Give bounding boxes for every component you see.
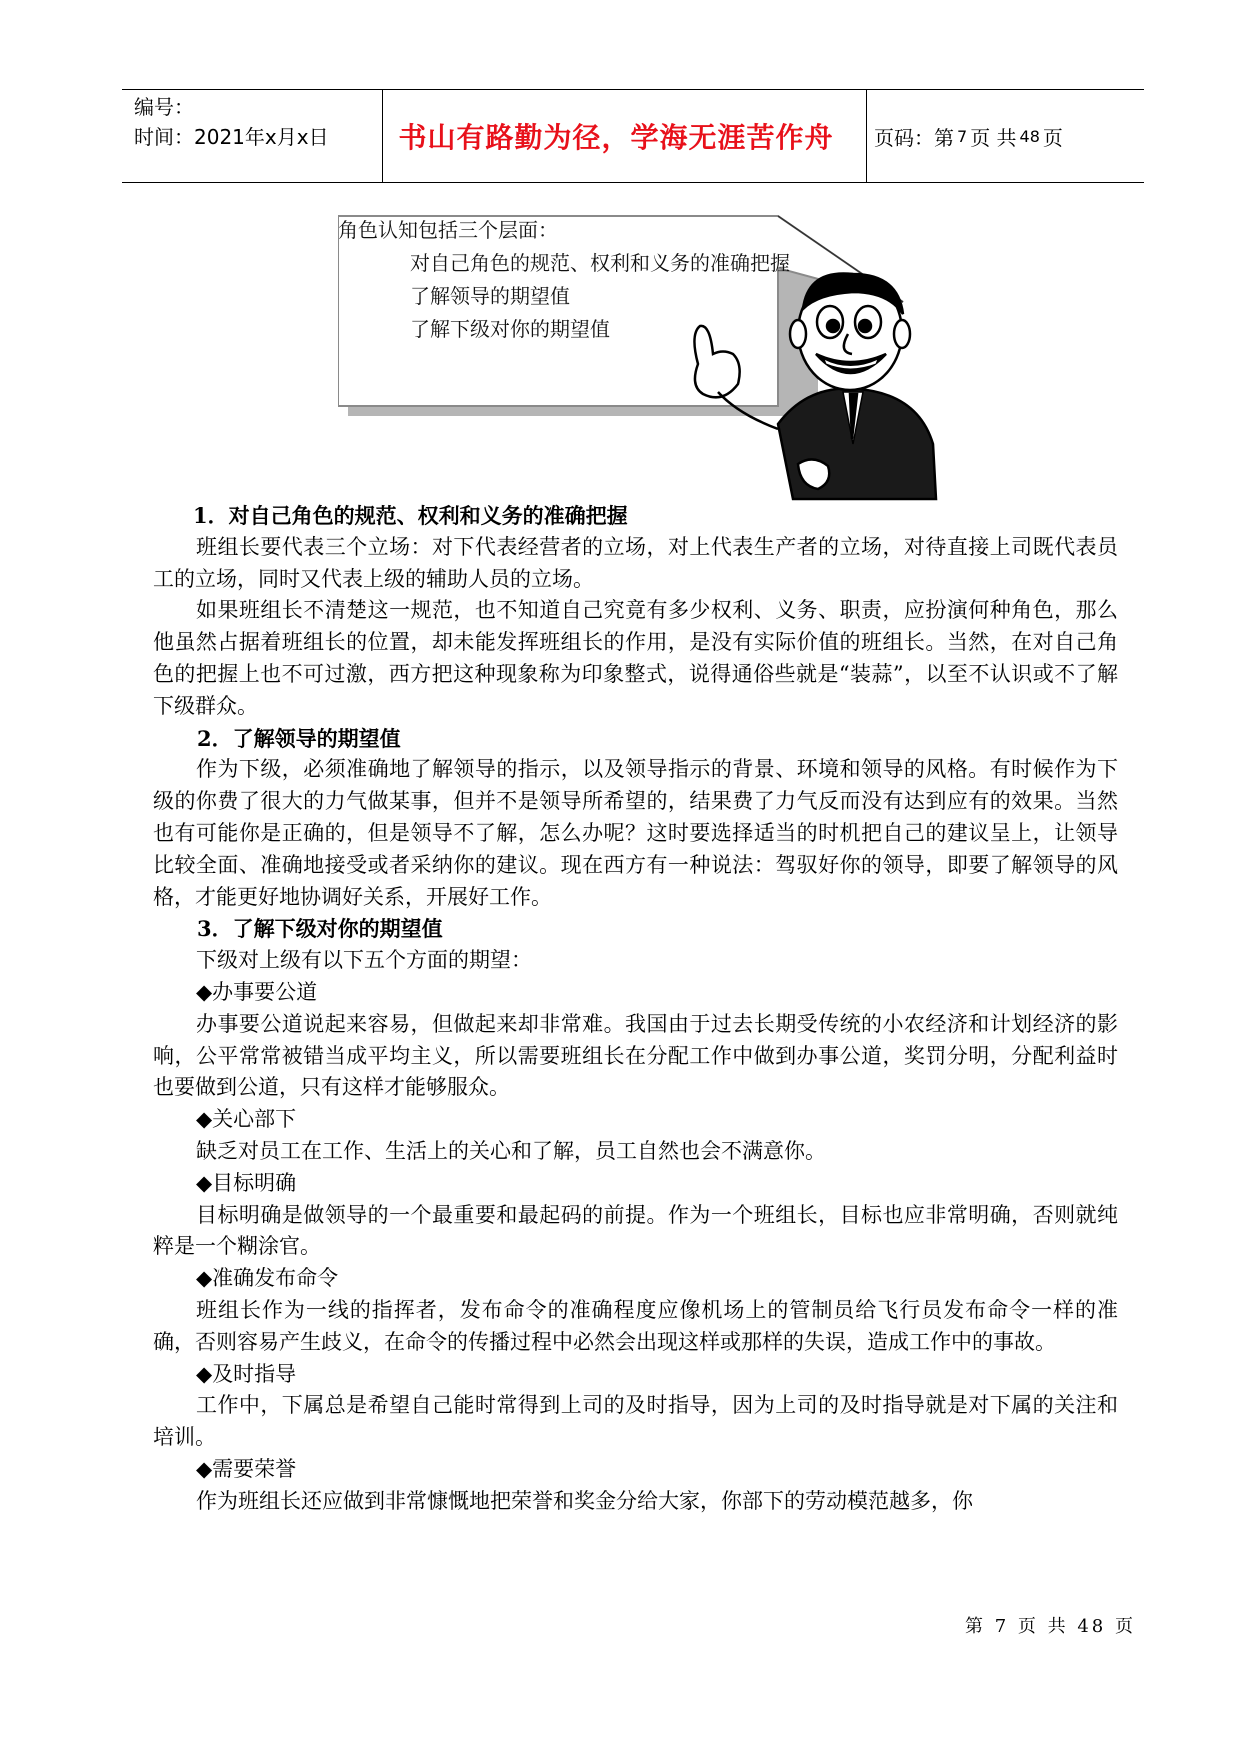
paragraph: 下级对上级有以下五个方面的期望： bbox=[196, 948, 532, 973]
illustration-item-2: 了解领导的期望值 bbox=[410, 284, 570, 308]
bullet-heading: ◆目标明确 bbox=[196, 1170, 297, 1195]
bullet-heading: ◆准确发布命令 bbox=[196, 1266, 339, 1291]
number-label: 编号： bbox=[134, 95, 194, 119]
time-label: 时间：2021年x月x日 bbox=[134, 125, 329, 149]
paragraph: 如果班组长不清楚这一规范，也不知道自己究竟有多少权利、义务、职责，应扮演何种角色，那么他虽然占据着班组长的位置，却未能发挥班组长的作用，是没有实际价值的班组长。当然，在对自己角色的把握上也不可过激，西方把这种现象称为印象整式，说得通俗些就是“装蒜”，以至不认识或不了解下级群众。 bbox=[153, 598, 1118, 718]
page-mid: 页 共 bbox=[970, 125, 1017, 150]
illustration-title: 角色认知包括三个层面： bbox=[338, 218, 558, 242]
paragraph: 作为下级，必须准确地了解领导的指示，以及领导指示的背景、环境和领导的风格。有时候作为下级的你费了很大的力气做某事，但并不是领导所希望的，结果费了力气反而没有达到应有的效果。当然也有可能你是正确的，但是领导不了解，怎么办呢？这时要选择适当的时机把自己的建议呈上，让领导比较全面、准确地接受或者采纳你的建议。现在西方有一种说法：驾驭好你的领导，即要了解领导的风格，才能更好地协调好关系，开展好工作。 bbox=[153, 757, 1118, 909]
page-suffix: 页 bbox=[1042, 125, 1063, 150]
illustration-item-1: 对自己角色的规范、权利和义务的准确把握 bbox=[410, 251, 790, 275]
bullet-heading: ◆需要荣誉 bbox=[196, 1456, 297, 1481]
bullet-heading: ◆及时指导 bbox=[196, 1361, 297, 1386]
paragraph: 作为班组长还应做到非常慷慨地把荣誉和奖金分给大家，你部下的劳动模范越多，你 bbox=[196, 1488, 973, 1513]
paragraph: 缺乏对员工在工作、生活上的关心和了解，员工自然也会不满意你。 bbox=[196, 1138, 826, 1163]
bullet-heading: ◆关心部下 bbox=[196, 1107, 297, 1132]
paragraph: 班组长作为一线的指挥者，发布命令的准确程度应像机场上的管制员给飞行员发布命令一样的准确，否则容易产生歧义，在命令的传播过程中必然会出现这样或那样的失误，造成工作中的事故。 bbox=[153, 1297, 1118, 1354]
illustration-item-3: 了解下级对你的期望值 bbox=[410, 317, 610, 341]
page-total: 48 bbox=[1019, 126, 1040, 146]
paragraph: 班组长要代表三个立场：对下代表经营者的立场，对上代表生产者的立场，对待直接上司既代表员工的立场，同时又代表上级的辅助人员的立场。 bbox=[153, 534, 1118, 591]
bullet-heading: ◆办事要公道 bbox=[196, 979, 318, 1004]
section-heading-2: 2．了解领导的期望值 bbox=[197, 725, 401, 751]
header-page-info bbox=[874, 90, 1063, 182]
header-divider-right bbox=[866, 90, 867, 182]
paragraph: 工作中，下属总是希望自己能时常得到上司的及时指导，因为上司的及时指导就是对下属的关注和培训。 bbox=[153, 1393, 1118, 1450]
header-meta bbox=[134, 92, 384, 152]
paragraph: 目标明确是做领导的一个最重要和最起码的前提。作为一个班组长，目标也应非常明确，否则就纯粹是一个糊涂官。 bbox=[153, 1202, 1118, 1259]
page-number: 7 bbox=[957, 126, 968, 146]
section-heading-3: 3．了解下级对你的期望值 bbox=[197, 916, 443, 942]
page-header bbox=[122, 89, 1144, 183]
page-prefix: 页码：第 bbox=[874, 125, 954, 150]
role-awareness-illustration bbox=[338, 214, 948, 504]
header-motto: 书山有路勤为径，学海无涯苦作舟 bbox=[398, 121, 834, 154]
document-body bbox=[153, 500, 1118, 1518]
paragraph: 办事要公道说起来容易，但做起来却非常难。我国由于过去长期受传统的小农经济和计划经济的影响，公平常常被错当成平均主义，所以需要班组长在分配工作中做到办事公道，奖罚分明，分配利益时也要做到公道，只有这样才能够服众。 bbox=[153, 1011, 1118, 1100]
page-footer: 第 7 页 共 48 页 bbox=[965, 1616, 1136, 1637]
section-heading-1: 1．对自己角色的规范、权利和义务的准确把握 bbox=[193, 503, 628, 528]
